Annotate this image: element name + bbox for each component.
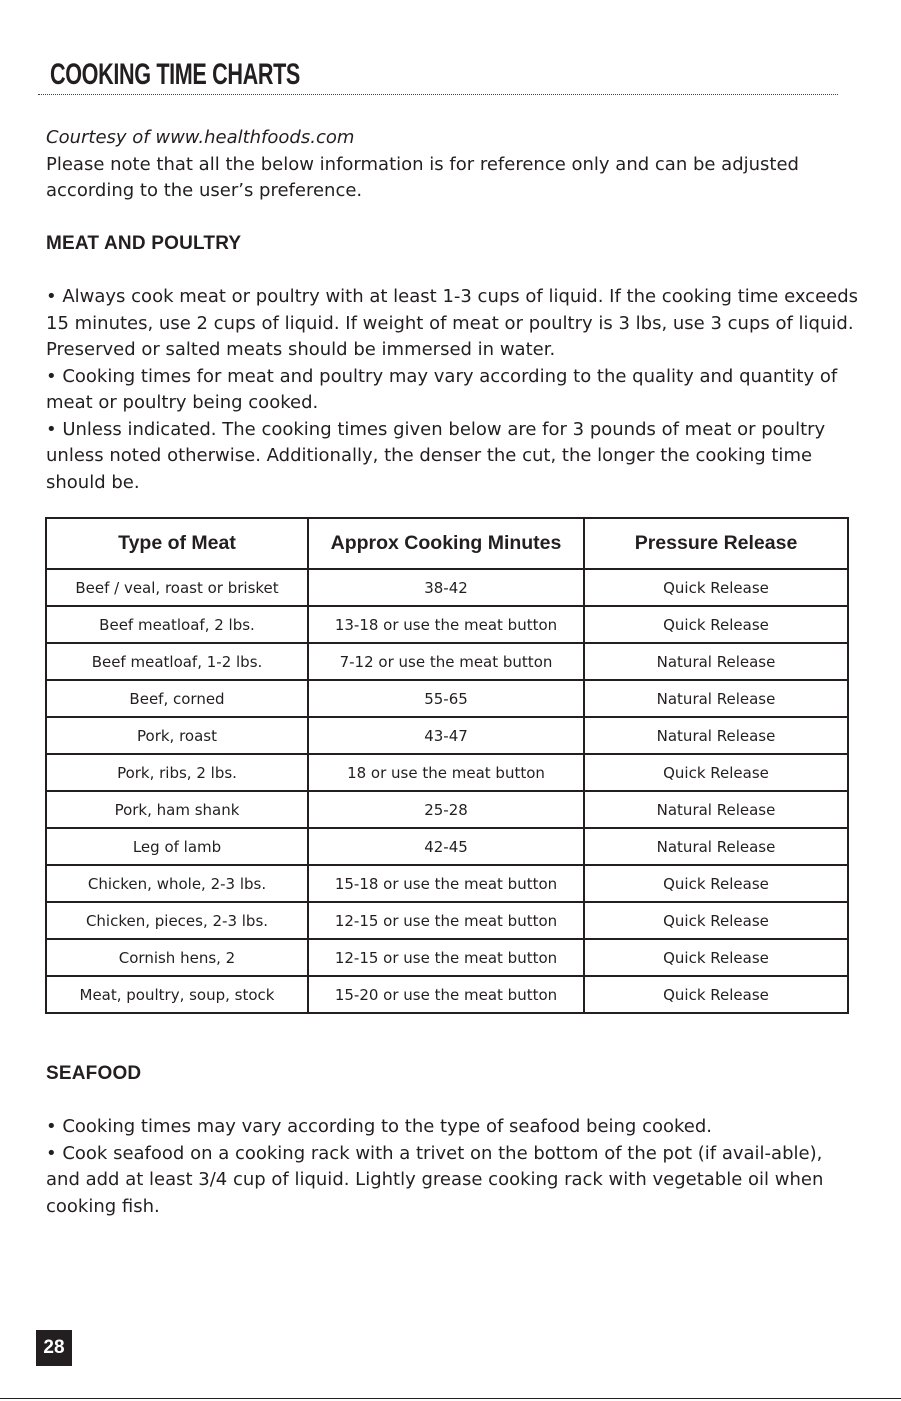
cell-pressure-release: Quick Release	[584, 569, 848, 606]
cell-pressure-release: Natural Release	[584, 717, 848, 754]
cell-pressure-release: Natural Release	[584, 791, 848, 828]
cell-pressure-release: Natural Release	[584, 828, 848, 865]
cell-cooking-minutes: 12-15 or use the meat button	[308, 939, 584, 976]
table-row	[46, 606, 848, 643]
table-row	[46, 643, 848, 680]
cell-pressure-release: Quick Release	[584, 754, 848, 791]
cell-pressure-release: Quick Release	[584, 939, 848, 976]
cell-meat-type: Beef meatloaf, 1-2 lbs.	[46, 643, 308, 680]
cell-meat-type: Pork, ham shank	[46, 791, 308, 828]
cell-meat-type: Cornish hens, 2	[46, 939, 308, 976]
bottom-rule	[0, 1398, 901, 1399]
cell-cooking-minutes: 18 or use the meat button	[308, 754, 584, 791]
cell-meat-type: Pork, ribs, 2 lbs.	[46, 754, 308, 791]
table-row	[46, 902, 848, 939]
cell-cooking-minutes: 15-20 or use the meat button	[308, 976, 584, 1013]
cell-meat-type: Leg of lamb	[46, 828, 308, 865]
table-row	[46, 791, 848, 828]
seafood-bullet: • Cook seafood on a cooking rack with a trivet on the bottom of the pot (if avail-able), and add at least 3/4 cup of liquid. Lightly grease cooking rack with vegetable oil when cooking fish.	[46, 1142, 824, 1217]
cell-meat-type: Beef / veal, roast or brisket	[46, 569, 308, 606]
table-row	[46, 976, 848, 1013]
cell-pressure-release: Quick Release	[584, 976, 848, 1013]
table-row	[46, 680, 848, 717]
cell-cooking-minutes: 43-47	[308, 717, 584, 754]
cell-pressure-release: Quick Release	[584, 606, 848, 643]
seafood-bullet: • Cooking times may vary according to the type of seafood being cooked.	[46, 1116, 713, 1137]
courtesy-line: Courtesy of www.healthfoods.com	[46, 127, 355, 148]
cell-pressure-release: Quick Release	[584, 865, 848, 902]
page-number: 28	[36, 1330, 72, 1366]
seafood-heading: SEAFOOD	[46, 1063, 142, 1084]
reference-note: Please note that all the below information is for reference only and can be adjusted according to the user’s preference.	[46, 153, 799, 201]
cell-meat-type: Chicken, whole, 2-3 lbs.	[46, 865, 308, 902]
header-type-of-meat: Type of Meat	[46, 518, 308, 569]
meat-heading: MEAT AND POULTRY	[46, 233, 242, 254]
cell-meat-type: Meat, poultry, soup, stock	[46, 976, 308, 1013]
cell-cooking-minutes: 55-65	[308, 680, 584, 717]
table-row	[46, 939, 848, 976]
cell-cooking-minutes: 13-18 or use the meat button	[308, 606, 584, 643]
cell-meat-type: Chicken, pieces, 2-3 lbs.	[46, 902, 308, 939]
table-row	[46, 717, 848, 754]
header-cooking-minutes: Approx Cooking Minutes	[308, 518, 584, 569]
cell-pressure-release: Natural Release	[584, 680, 848, 717]
table-body	[46, 569, 848, 1013]
cell-cooking-minutes: 25-28	[308, 791, 584, 828]
meat-bullet: • Cooking times for meat and poultry may vary according to the quality and quantity of meat or poultry being cooked.	[46, 365, 838, 413]
table-row	[46, 828, 848, 865]
cell-cooking-minutes: 15-18 or use the meat button	[308, 865, 584, 902]
page-title: COOKING TIME CHARTS	[50, 58, 300, 91]
cell-meat-type: Beef meatloaf, 2 lbs.	[46, 606, 308, 643]
cell-cooking-minutes: 38-42	[308, 569, 584, 606]
title-dotted-rule	[38, 94, 838, 95]
header-pressure-release: Pressure Release	[584, 518, 848, 569]
cell-meat-type: Beef, corned	[46, 680, 308, 717]
table-row	[46, 754, 848, 791]
cooking-time-table	[45, 517, 849, 1014]
seafood-bullets	[46, 1114, 861, 1220]
meat-bullet: • Always cook meat or poultry with at least 1-3 cups of liquid. If the cooking time exceeds 15 minutes, use 2 cups of liquid. If weight of meat or poultry is 3 lbs, use 3 cups of liquid. Preserved or salted meats should be immersed in water.	[46, 286, 859, 360]
cell-cooking-minutes: 7-12 or use the meat button	[308, 643, 584, 680]
meat-bullet: • Unless indicated. The cooking times given below are for 3 pounds of meat or poultry unless noted otherwise. Additionally, the denser the cut, the longer the cooking time should be.	[46, 418, 826, 493]
cell-cooking-minutes: 42-45	[308, 828, 584, 865]
intro-block	[46, 125, 861, 205]
table-row	[46, 865, 848, 902]
table-row	[46, 569, 848, 606]
cell-pressure-release: Natural Release	[584, 643, 848, 680]
cell-cooking-minutes: 12-15 or use the meat button	[308, 902, 584, 939]
meat-bullets	[46, 284, 861, 496]
table-header-row	[46, 518, 848, 569]
cell-meat-type: Pork, roast	[46, 717, 308, 754]
cell-pressure-release: Quick Release	[584, 902, 848, 939]
